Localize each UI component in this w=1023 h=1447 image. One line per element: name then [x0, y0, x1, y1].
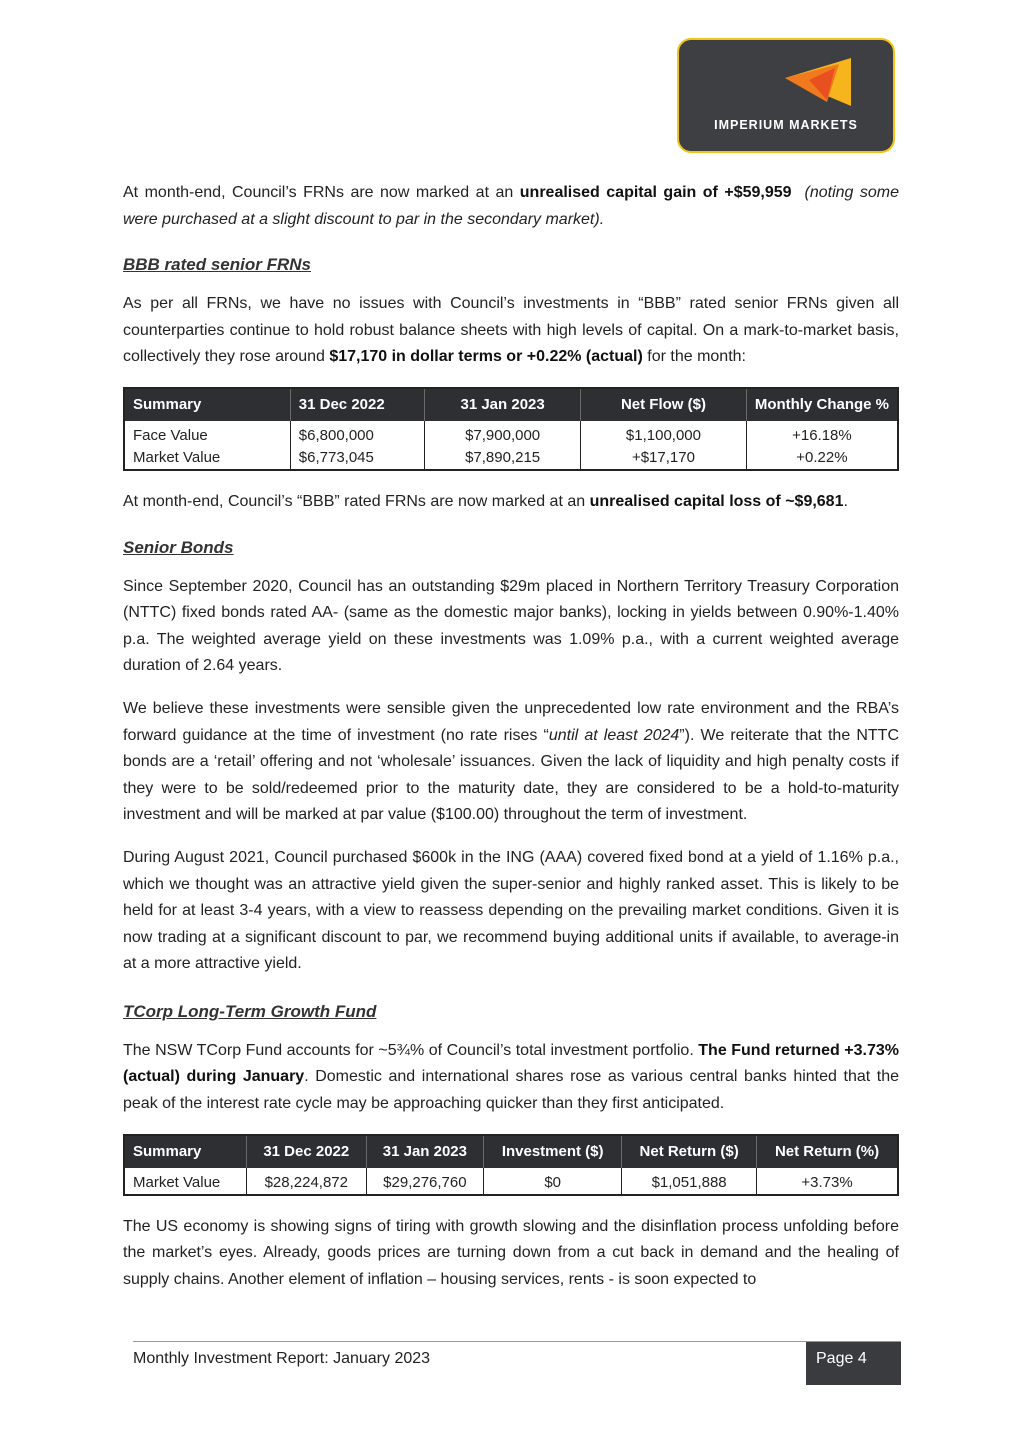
- senior-paragraph-3: During August 2021, Council purchased $600k in the ING (AAA) covered fixed bond at a yield of 1.16% p.a., which we thought was an attractive yield given the super-senior and highly ranked asset. This is likely to be held for at least 3-4 years, with a view to reassess depending on the prevailing market conditions. Given it is now trading at a significant discount to par, we recommend buying additional units if available, to average-in at a more attractive yield.: [123, 848, 899, 973]
- table-row: Market Value $6,773,045 $7,890,215 +$17,170 +0.22%: [124, 447, 898, 470]
- tcorp-paragraph-1: The NSW TCorp Fund accounts for ~5¾% of Council’s total investment portfolio. The Fund returned +3.73% (actual) during January. Domestic and international shares rose as various central banks hinted that the peak of the interest rate cycle may be approaching quicker than they first anticipated.: [123, 1041, 900, 1113]
- col-jan-2023: 31 Jan 2023: [366, 1135, 484, 1168]
- bbb-summary-table: [123, 387, 899, 471]
- intro-paragraph: At month-end, Council’s FRNs are now marked at an unrealised capital gain of +$59,959 (noting some were purchased at a slight discount to par in the secondary market).: [123, 184, 900, 228]
- col-net-return-pct: Net Return (%): [757, 1135, 898, 1168]
- tcorp-heading: TCorp Long-Term Growth Fund: [123, 1001, 377, 1021]
- tcorp-summary-table: [123, 1134, 899, 1196]
- logo-flag-icon: [779, 56, 857, 112]
- senior-paragraph-1: Since September 2020, Council has an outstanding $29m placed in Northern Territory Treasury Corporation (NTTC) fixed bonds rated AA- (same as the domestic major banks), locking in yields between 0.90%-1.40% p.a. The weighted average yield on these investments was 1.09% p.a., with a current weighted average duration of 2.64 years.: [123, 577, 899, 675]
- report-body: [123, 180, 899, 1309]
- col-monthly-change: Monthly Change %: [746, 388, 898, 421]
- col-dec-2022: 31 Dec 2022: [247, 1135, 367, 1168]
- logo-text: IMPERIUM MARKETS: [714, 118, 858, 132]
- footer-divider: [133, 1341, 901, 1342]
- senior-paragraph-2: We believe these investments were sensible given the unprecedented low rate environment and the RBA’s forward guidance at the time of investment (no rate rises “until at least 2024”). We reiterate that the NTTC bonds are a ‘retail’ offering and not ‘wholesale’ issuances. Given the lack of liquidity and high penalty costs if they were to be sold/redeemed prior to the maturity date, they are considered to be a hold-to-maturity investment and will be marked at par value ($100.00) throughout the term of investment.: [123, 699, 899, 824]
- bbb-heading: BBB rated senior FRNs: [123, 255, 311, 275]
- tcorp-paragraph-2: The US economy is showing signs of tiring with growth slowing and the disinflation process unfolding before the market’s eyes. Already, goods prices are turning down from a cut back in demand and the healing of supply chains. Another element of inflation – housing services, rents - is soon expected to: [123, 1217, 899, 1288]
- col-summary: Summary: [124, 1135, 247, 1168]
- col-net-flow: Net Flow ($): [581, 388, 747, 421]
- company-logo: [677, 38, 895, 153]
- col-investment: Investment ($): [484, 1135, 622, 1168]
- table-header-row: [124, 1135, 898, 1168]
- bbb-after-paragraph: At month-end, Council’s “BBB” rated FRNs are now marked at an unrealised capital loss of ~$9,681.: [123, 492, 848, 510]
- bbb-paragraph: As per all FRNs, we have no issues with Council’s investments in “BBB” rated senior FRNs given all counterparties continue to hold robust balance sheets with high levels of capital. On a mark-to-market basis, collectively they rose around $17,170 in dollar terms or +0.22% (actual) for the month:: [123, 295, 899, 366]
- senior-bonds-heading: Senior Bonds: [123, 537, 234, 557]
- table-header-row: [124, 388, 898, 421]
- col-jan-2023: 31 Jan 2023: [425, 388, 581, 421]
- col-summary: Summary: [124, 388, 290, 421]
- table-row: Market Value $28,224,872 $29,276,760 $0 $1,051,888 +3.73%: [124, 1168, 898, 1195]
- page-number: Page 4: [806, 1342, 901, 1385]
- col-dec-2022: 31 Dec 2022: [290, 388, 424, 421]
- col-net-return-dollar: Net Return ($): [622, 1135, 757, 1168]
- footer-title: Monthly Investment Report: January 2023: [133, 1350, 431, 1367]
- table-row: Face Value $6,800,000 $7,900,000 $1,100,000 +16.18%: [124, 421, 898, 447]
